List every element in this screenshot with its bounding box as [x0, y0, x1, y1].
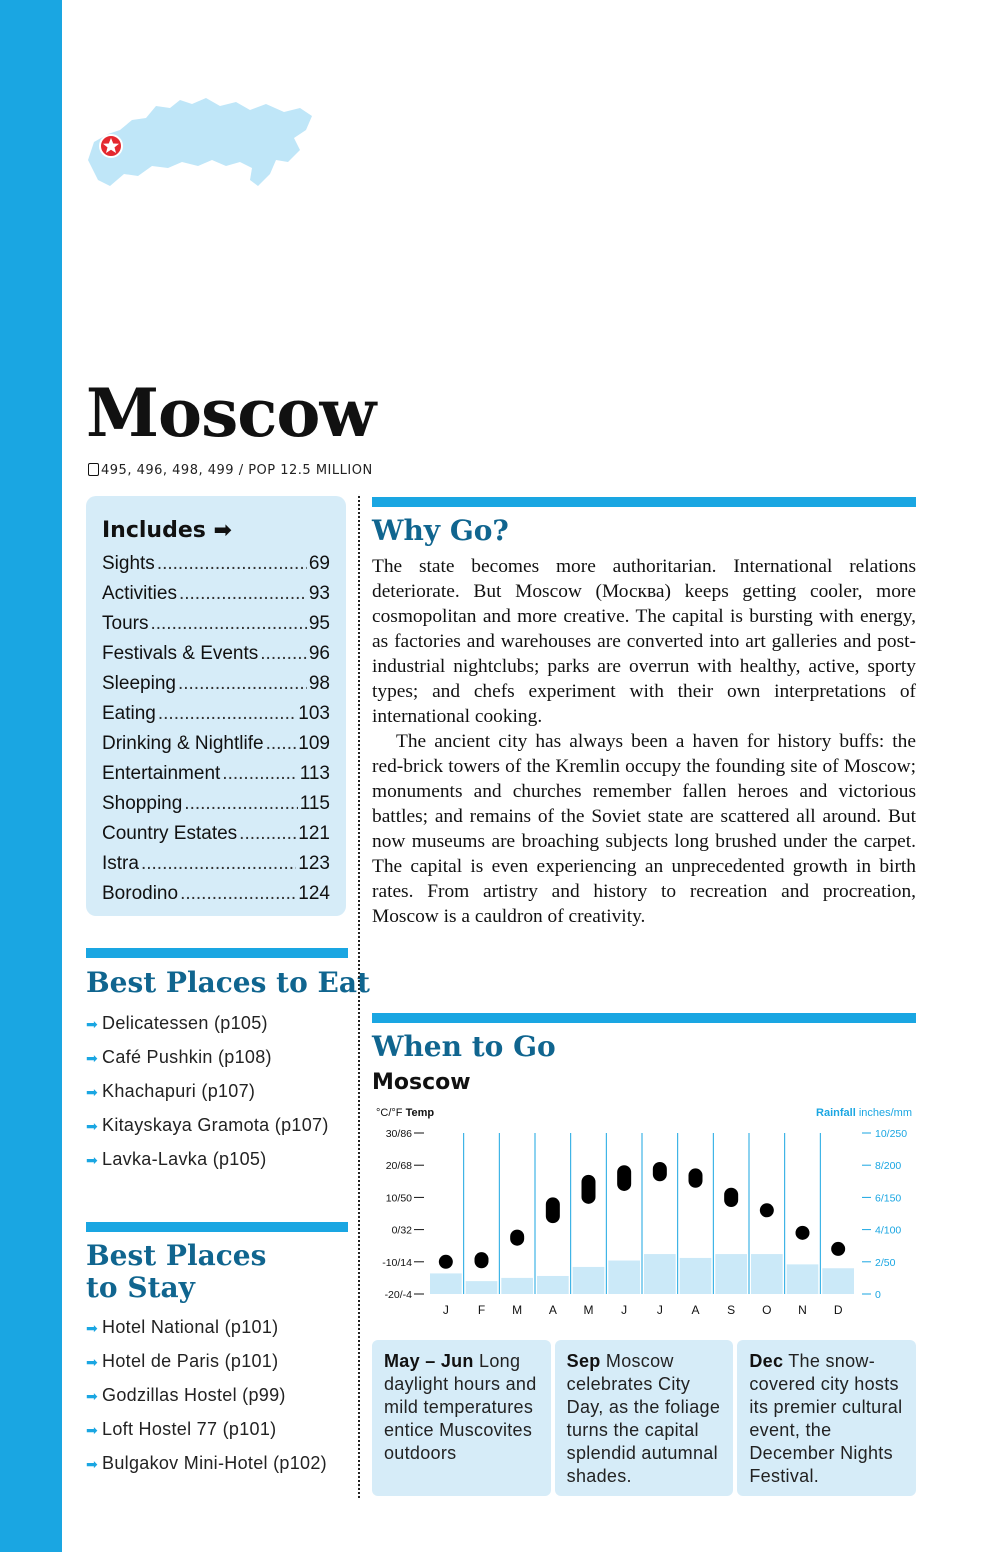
- temperature-range-pill: [689, 1168, 703, 1187]
- stay-list: [86, 1316, 348, 1486]
- arrow-right-icon: ➡: [86, 1016, 99, 1032]
- month-label: F: [477, 1303, 486, 1317]
- temperature-range-pill: [475, 1252, 489, 1268]
- rainfall-bar: [751, 1254, 783, 1294]
- month-label: J: [442, 1303, 449, 1317]
- includes-heading: Includes ➡: [102, 518, 232, 543]
- rainfall-bar: [466, 1281, 498, 1294]
- arrow-right-icon: ➡: [86, 1422, 99, 1438]
- includes-item[interactable]: Tours ..... 95: [102, 609, 330, 639]
- rainfall-bar: [787, 1264, 819, 1294]
- stay-heading: Best Places to Stay: [86, 1239, 267, 1304]
- includes-item[interactable]: Shopping ..... 115: [102, 789, 330, 819]
- rainfall-bar: [501, 1278, 533, 1294]
- arrow-right-icon: ➡: [86, 1354, 99, 1370]
- arrow-right-icon: ➡: [86, 1152, 99, 1168]
- why-go-heading: Why Go?: [372, 514, 509, 547]
- when-to-go-heading: When to Go: [372, 1030, 556, 1063]
- month-label: S: [727, 1303, 736, 1317]
- rainfall-bar: [715, 1254, 747, 1294]
- chart-city-label: Moscow: [372, 1070, 471, 1095]
- month-label: A: [548, 1303, 557, 1317]
- why-go-paragraph: The ancient city has always been a haven for history buffs: the red-brick towers of the Kremlin occupy the founding site of Moscow; monuments and churches remember fallen heroes and victorious battles; and remains of the Soviet state are scattered all around. But now museums are broaching subjects long brushed under the carpet. The capital is even experiencing an unprecedented growth in birth rates. From artistry and history to recreation and procreation, Moscow is a cauldron of creativity.: [372, 731, 916, 927]
- arrow-right-icon: ➡: [86, 1118, 99, 1134]
- tip-card: Dec The snow-covered city hosts its premier cultural event, the December Nights Festival.: [737, 1340, 916, 1496]
- list-item[interactable]: ➡ Godzillas Hostel (p99): [86, 1385, 286, 1405]
- temperature-range-pill: [617, 1165, 631, 1191]
- rain-tick-label: 0: [875, 1289, 881, 1301]
- tip-card: May – Jun Long daylight hours and mild temperatures entice Muscovites outdoors: [372, 1340, 551, 1496]
- rainfall-bar: [644, 1254, 676, 1294]
- rain-tick-label: 10/250: [875, 1128, 908, 1140]
- list-item[interactable]: ➡ Delicatessen (p105): [86, 1013, 268, 1033]
- includes-item[interactable]: Festivals & Events ..... 96: [102, 639, 330, 669]
- column-divider: [358, 496, 360, 1498]
- month-label: M: [583, 1303, 594, 1317]
- arrow-right-icon: ➡: [86, 1320, 99, 1336]
- list-item[interactable]: ➡ Khachapuri (p107): [86, 1081, 256, 1101]
- rainfall-bar: [608, 1261, 640, 1294]
- arrow-right-icon: ➡: [86, 1084, 99, 1100]
- rain-tick-label: 2/50: [875, 1256, 896, 1269]
- phone-population-line: [88, 463, 373, 478]
- includes-item[interactable]: Sleeping ..... 98: [102, 669, 330, 699]
- tip-card: Sep Moscow celebrates City Day, as the foliage turns the capital splendid autumnal shades.: [555, 1340, 734, 1496]
- list-item[interactable]: ➡ Bulgakov Mini-Hotel (p102): [86, 1453, 327, 1473]
- month-label: D: [833, 1303, 843, 1317]
- why-go-paragraph: The state becomes more authoritarian. International relations deteriorate. But Moscow (Москва) keeps getting cooler, more cosmopolitan and more creative. The capital is bursting with energy, as factories and warehouses are converted into art galleries and post-industrial nightclubs; parks are overrun with healthy, active, sporty types; and chefs experiment with their own interpretations of international cooking.: [372, 556, 916, 727]
- month-label: O: [762, 1303, 772, 1317]
- temperature-range-pill: [510, 1230, 524, 1246]
- list-item[interactable]: ➡ Lavka-Lavka (p105): [86, 1149, 267, 1169]
- list-item[interactable]: ➡ Loft Hostel 77 (p101): [86, 1419, 277, 1439]
- rainfall-bar: [680, 1258, 712, 1294]
- includes-item[interactable]: Activities ..... 93: [102, 579, 330, 609]
- temp-tick-label: 30/86: [385, 1128, 412, 1140]
- rainfall-bar: [430, 1273, 462, 1294]
- rainfall-bar: [573, 1267, 605, 1294]
- month-label: A: [691, 1303, 700, 1317]
- month-label: J: [621, 1303, 628, 1317]
- temp-tick-label: 0/32: [391, 1224, 412, 1237]
- temp-tick-label: -20/-4: [384, 1289, 412, 1301]
- side-color-bar: [0, 0, 62, 1552]
- page-title: Moscow: [86, 374, 376, 452]
- list-item[interactable]: ➡ Hotel de Paris (p101): [86, 1351, 279, 1371]
- month-label: J: [656, 1303, 663, 1317]
- separator: /: [238, 463, 244, 478]
- list-item[interactable]: ➡ Café Pushkin (p108): [86, 1047, 272, 1067]
- temperature-range-pill: [724, 1188, 738, 1207]
- stay-section-rule: [86, 1222, 348, 1232]
- temperature-range-pill: [760, 1203, 774, 1217]
- includes-item[interactable]: Entertainment ..... 113: [102, 759, 330, 789]
- temperature-range-pill: [582, 1175, 596, 1204]
- temp-tick-label: 20/68: [385, 1160, 412, 1173]
- includes-item[interactable]: Sights ..... 69: [102, 549, 330, 579]
- eat-list: [86, 1012, 348, 1182]
- includes-box: [86, 496, 346, 916]
- temperature-range-pill: [439, 1255, 453, 1269]
- list-item[interactable]: ➡ Hotel National (p101): [86, 1317, 279, 1337]
- temperature-range-pill: [653, 1162, 667, 1181]
- temp-tick-label: -10/14: [382, 1256, 412, 1269]
- arrow-right-icon: ➡: [86, 1456, 99, 1472]
- rainfall-bar: [822, 1268, 854, 1294]
- temperature-range-pill: [831, 1242, 845, 1256]
- includes-item[interactable]: Borodino ..... 124: [102, 879, 330, 909]
- rain-tick-label: 6/150: [875, 1192, 902, 1205]
- includes-item[interactable]: Drinking & Nightlife ..... 109: [102, 729, 330, 759]
- rain-axis-title: Rainfall inches/mm: [816, 1107, 912, 1119]
- arrow-right-icon: ➡: [86, 1050, 99, 1066]
- phone-icon: [88, 463, 99, 476]
- temp-tick-label: 10/50: [385, 1192, 412, 1205]
- month-label: M: [512, 1303, 523, 1317]
- eat-section-rule: [86, 948, 348, 958]
- temperature-range-pill: [796, 1226, 810, 1240]
- includes-item[interactable]: Country Estates ..... 121: [102, 819, 330, 849]
- temperature-range-pill: [546, 1197, 560, 1223]
- eat-heading: Best Places to Eat: [86, 966, 370, 999]
- includes-item[interactable]: Istra ..... 123: [102, 849, 330, 879]
- phone-codes: 495, 496, 498, 499: [101, 463, 235, 478]
- rainfall-bar: [537, 1276, 569, 1294]
- arrow-right-icon: ➡: [86, 1388, 99, 1404]
- list-item[interactable]: ➡ Kitayskaya Gramota (p107): [86, 1115, 329, 1135]
- includes-item[interactable]: Eating ..... 103: [102, 699, 330, 729]
- russia-locator-map: [80, 90, 320, 200]
- rain-tick-label: 8/200: [875, 1160, 902, 1173]
- why-go-body: [372, 554, 916, 929]
- temp-axis-title: °C/°F Temp: [376, 1107, 435, 1119]
- rain-tick-label: 4/100: [875, 1224, 902, 1237]
- when-to-go-tips: [372, 1340, 916, 1496]
- population: POP 12.5 MILLION: [248, 463, 373, 478]
- climate-chart: [372, 1100, 916, 1326]
- why-go-rule: [372, 497, 916, 507]
- arrow-right-icon: ➡: [213, 518, 232, 543]
- when-to-go-rule: [372, 1013, 916, 1023]
- month-label: N: [798, 1303, 807, 1317]
